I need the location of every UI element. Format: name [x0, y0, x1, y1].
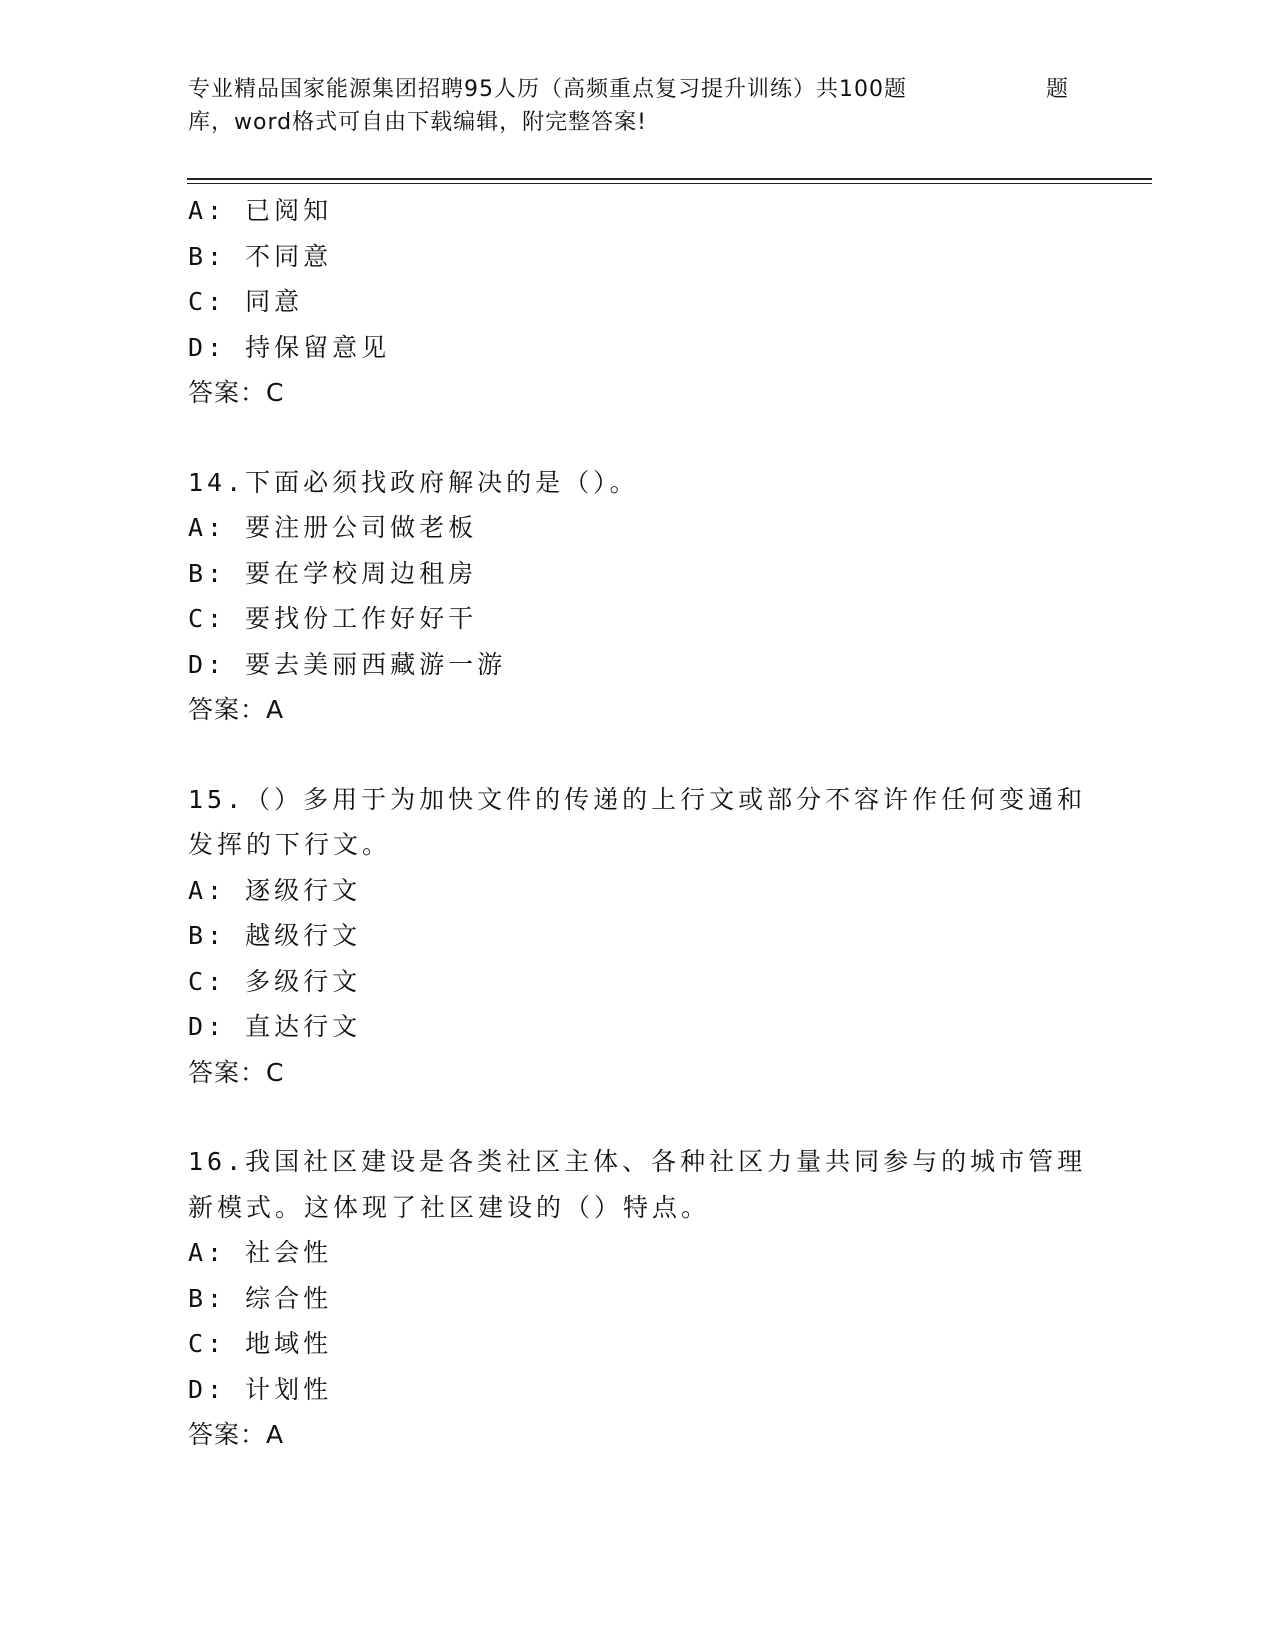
option-a: A: 社会性: [188, 1238, 333, 1267]
question-spacer: [188, 1095, 1108, 1139]
option-d: D: 直达行文: [188, 1012, 362, 1041]
question-14: [188, 460, 1108, 733]
question-stem-line1: 15.（）多用于为加快文件的传递的上行文或部分不容许作任何变通和: [188, 784, 1087, 814]
header-title-line2: 库，word格式可自由下载编辑，附完整答案!: [188, 110, 647, 135]
header-title-extra: 题: [1046, 77, 1070, 102]
option-a: A: 逐级行文: [188, 875, 362, 905]
header-divider-thin: [187, 183, 1152, 184]
question-stem-line1: 16.我国社区建设是各类社区主体、各种社区力量共同参与的城市管理: [188, 1147, 1087, 1176]
option-b: B: 越级行文: [188, 921, 362, 950]
option-b: B: 要在学校周边租房: [188, 558, 478, 588]
answer-line: 答案：A: [188, 695, 285, 724]
question-16: [188, 1139, 1108, 1458]
question-stem-line2: 新模式。这体现了社区建设的（）特点。: [188, 1192, 711, 1222]
header-divider-thick: [187, 178, 1152, 180]
question-15: [188, 777, 1108, 1096]
answer-line: 答案：C: [188, 378, 285, 407]
option-c: C: 同意: [188, 287, 304, 316]
question-stem-line2: 发挥的下行文。: [188, 830, 392, 859]
option-d: D: 要去美丽西藏游一游: [188, 649, 507, 679]
question-spacer: [188, 416, 1108, 460]
answer-line: 答案：C: [188, 1057, 285, 1087]
question-list: [188, 188, 1108, 1458]
question-spacer: [188, 733, 1108, 777]
option-b: B: 综合性: [188, 1283, 333, 1313]
answer-line: 答案：A: [188, 1420, 285, 1449]
option-a: A: 已阅知: [188, 196, 333, 225]
option-d: D: 计划性: [188, 1374, 333, 1404]
option-a: A: 要注册公司做老板: [188, 513, 478, 542]
question-13: [188, 188, 1108, 416]
option-c: C: 地域性: [188, 1329, 333, 1358]
option-b: B: 不同意: [188, 241, 333, 271]
option-c: C: 要找份工作好好干: [188, 604, 478, 633]
option-d: D: 持保留意见: [188, 332, 391, 362]
document-header: [188, 73, 1068, 139]
option-c: C: 多级行文: [188, 966, 362, 996]
header-title-line1: 专业精品国家能源集团招聘95人历（高频重点复习提升训练）共100题: [188, 77, 907, 102]
question-stem: 14.下面必须找政府解决的是（）。: [188, 467, 639, 497]
